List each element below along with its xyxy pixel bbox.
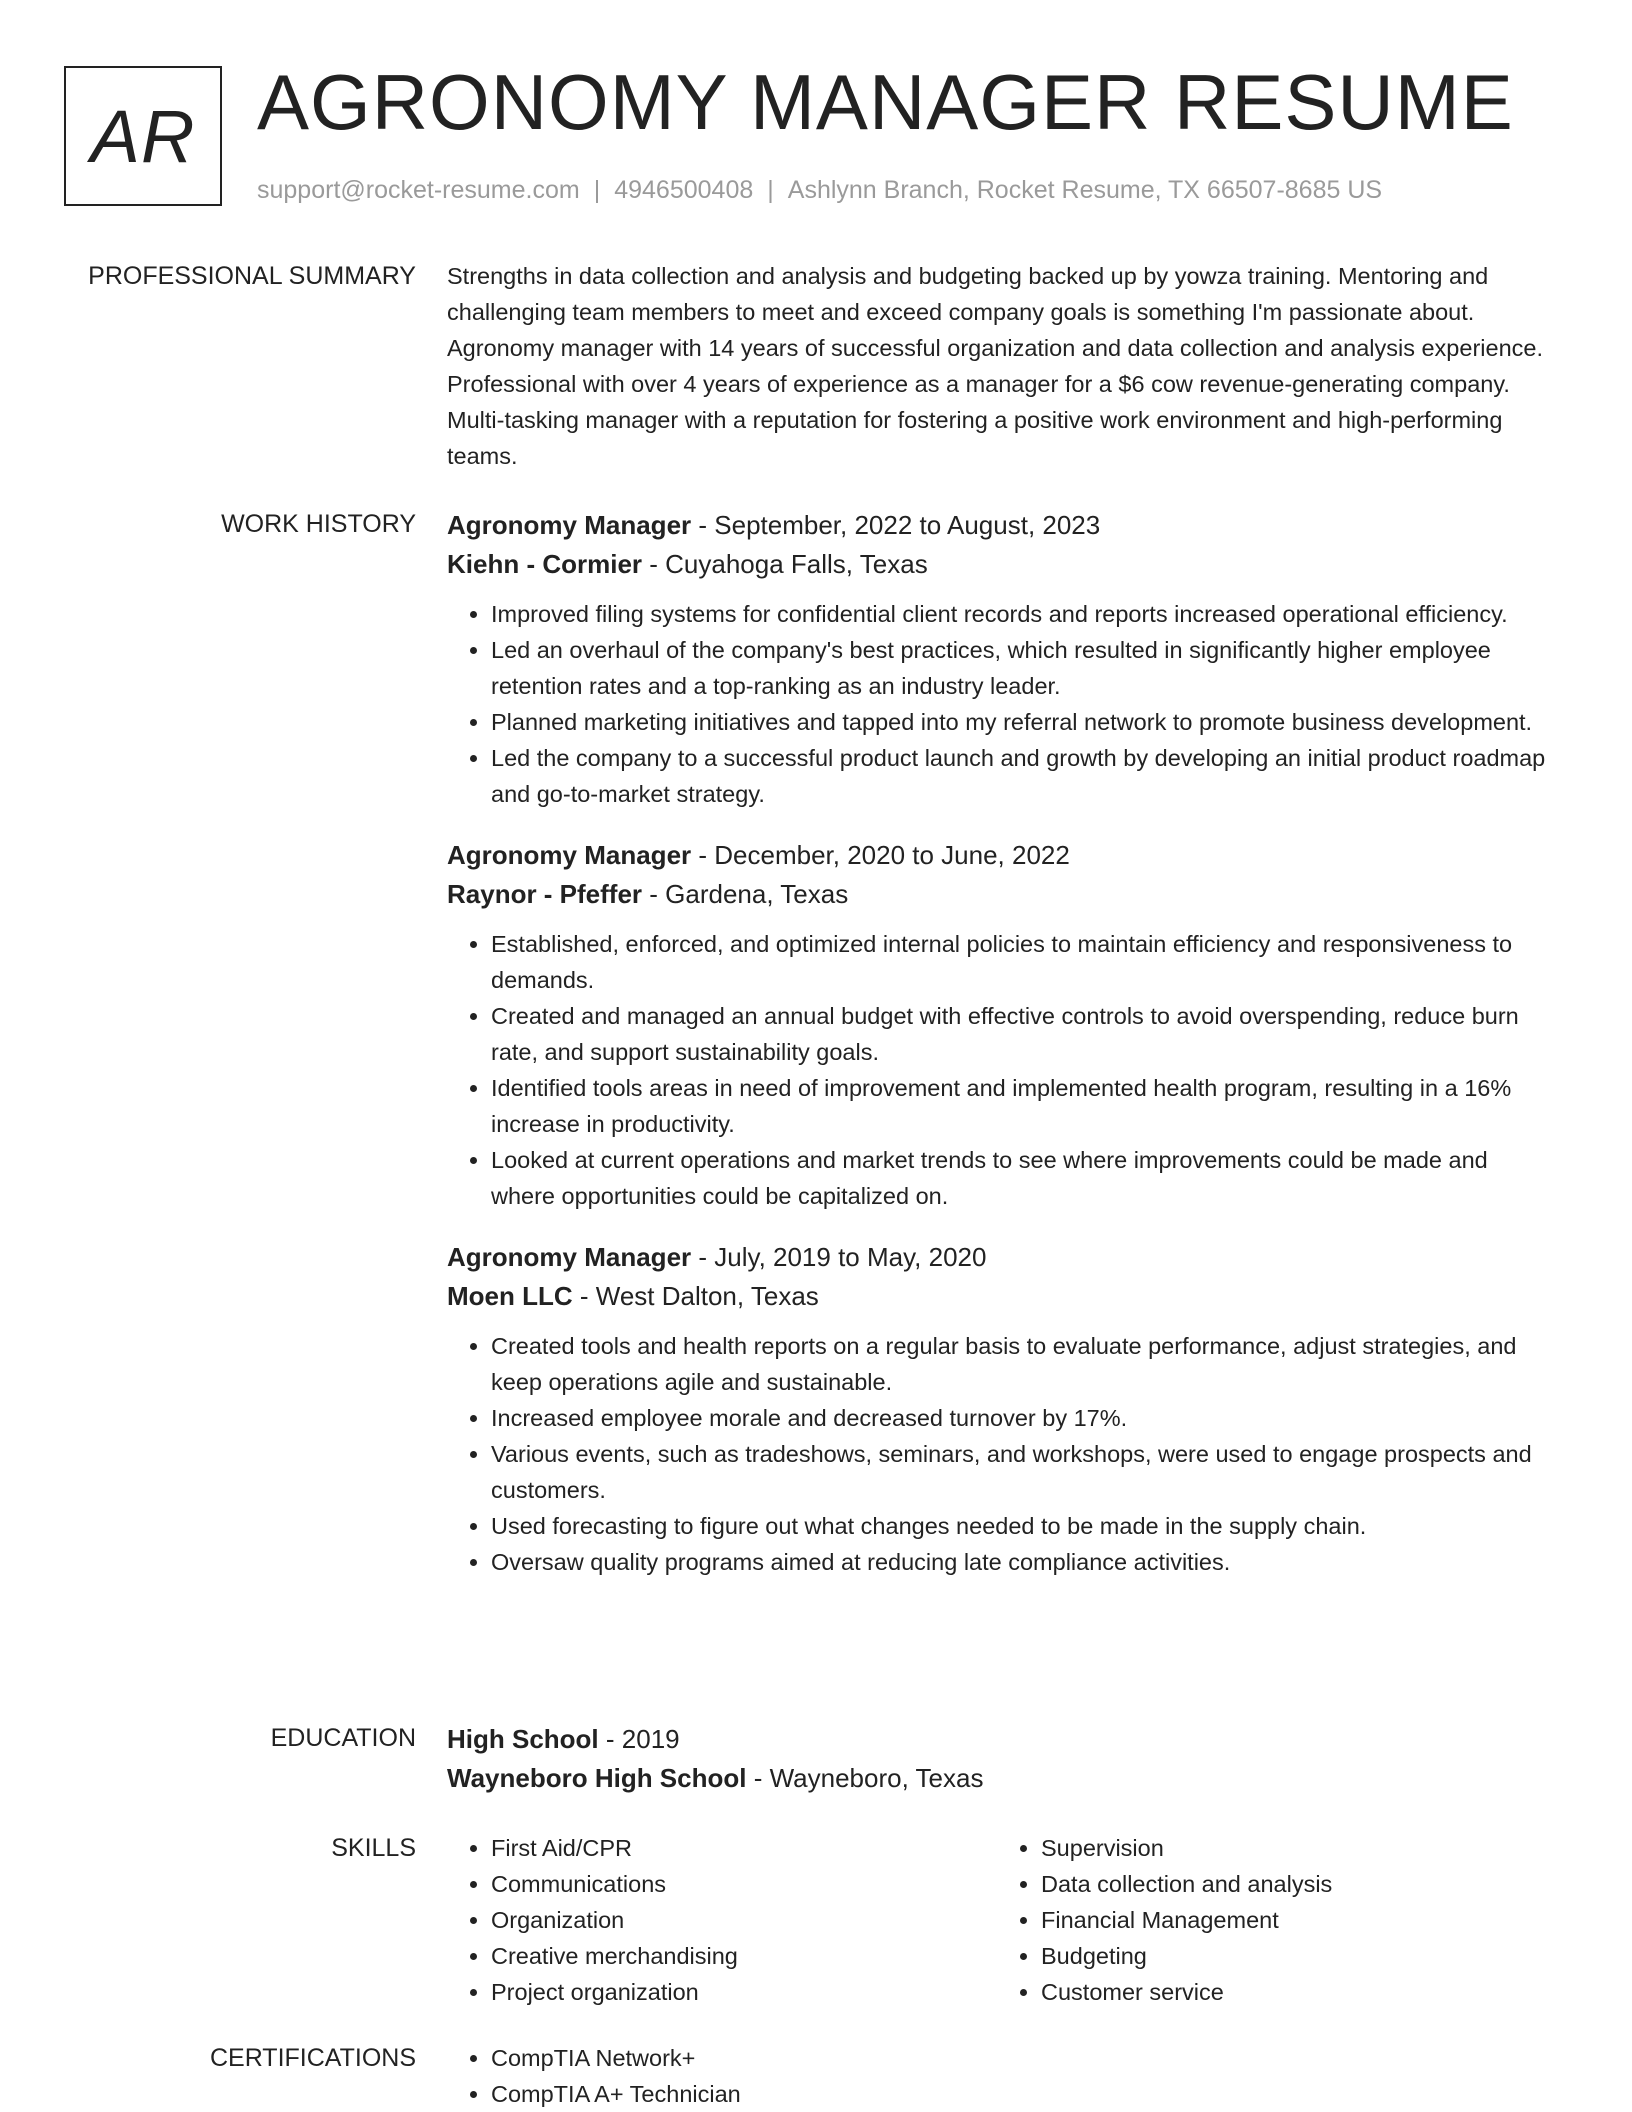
job-bullet: • Identified tools areas in need of improvement and implemented health program, resulting in a 16% increase in productivity. <box>491 1070 1557 1142</box>
job-company-line <box>447 875 1557 914</box>
job-dates: - July, 2019 to May, 2020 <box>691 1242 987 1272</box>
section-label-skills: SKILLS <box>331 1834 416 1862</box>
job-entry <box>447 506 1557 812</box>
job-bullets <box>447 926 1557 1214</box>
summary-text: Strengths in data collection and analysis and budgeting backed up by yowza training. Mentoring and challenging team members to meet and exceed company goals is something I'm passionate about. Agronomy manager with 14 years of successful organization and data collection and analysis experience. Professional with over 4 years of experience as a manager for a $6 cow revenue-generating company. Multi-tasking manager with a reputation for fostering a positive work environment and high-performing teams. <box>447 263 1543 469</box>
job-title-line <box>447 506 1557 545</box>
skill-item: • First Aid/CPR <box>491 1830 997 1866</box>
job-bullet: • Created tools and health reports on a regular basis to evaluate performance, adjust strategies, and keep operations agile and sustainable. <box>491 1328 1557 1400</box>
job-bullet: • Increased employee morale and decreased turnover by 17%. <box>491 1400 1557 1436</box>
skills-list-right <box>997 1830 1547 2010</box>
section-label-work-history: WORK HISTORY <box>221 510 416 538</box>
job-dates: - September, 2022 to August, 2023 <box>691 510 1101 540</box>
job-entry <box>447 836 1557 1214</box>
section-label-summary: PROFESSIONAL SUMMARY <box>88 262 416 290</box>
job-bullets <box>447 596 1557 812</box>
work-history-body <box>447 506 1557 1604</box>
certifications-list <box>447 2040 1557 2112</box>
job-company-line <box>447 545 1557 584</box>
summary-body <box>447 258 1557 474</box>
skill-item: • Supervision <box>1041 1830 1547 1866</box>
skills-list-left <box>447 1830 997 2010</box>
skill-item: • Communications <box>491 1866 997 1902</box>
job-title: Agronomy Manager <box>447 510 692 540</box>
skill-item: • Project organization <box>491 1974 997 2010</box>
education-school-line <box>447 1759 1557 1798</box>
job-company-line <box>447 1277 1557 1316</box>
education-degree: High School <box>447 1724 599 1754</box>
job-bullet: • Planned marketing initiatives and tapped into my referral network to promote business development. <box>491 704 1557 740</box>
job-location: - West Dalton, Texas <box>572 1281 819 1311</box>
job-bullet: • Various events, such as tradeshows, seminars, and workshops, were used to engage prospects and customers. <box>491 1436 1557 1508</box>
certification-item: • CompTIA Network+ <box>491 2040 1557 2076</box>
job-title-line <box>447 836 1557 875</box>
job-bullet: • Used forecasting to figure out what changes needed to be made in the supply chain. <box>491 1508 1557 1544</box>
education-degree-line <box>447 1720 1557 1759</box>
contact-address: Ashlynn Branch, Rocket Resume, TX 66507-8685 US <box>787 176 1383 204</box>
skill-item: • Data collection and analysis <box>1041 1866 1547 1902</box>
education-school: Wayneboro High School <box>447 1763 747 1793</box>
job-location: - Cuyahoga Falls, Texas <box>642 549 928 579</box>
job-company: Raynor - Pfeffer <box>447 879 643 909</box>
contact-email[interactable]: support@rocket-resume.com <box>257 176 580 204</box>
job-title-line <box>447 1238 1557 1277</box>
skill-item: • Organization <box>491 1902 997 1938</box>
job-bullet: • Led an overhaul of the company's best practices, which resulted in significantly higher employee retention rates and a top-ranking as an industry leader. <box>491 632 1557 704</box>
job-entry <box>447 1238 1557 1580</box>
job-title: Agronomy Manager <box>447 1242 692 1272</box>
skills-columns <box>447 1830 1557 2010</box>
certifications-body <box>447 2040 1557 2112</box>
contact-line <box>257 174 1382 207</box>
job-company: Moen LLC <box>447 1281 573 1311</box>
skills-body <box>447 1830 1557 2010</box>
section-label-certifications: CERTIFICATIONS <box>209 2044 416 2072</box>
job-bullet: • Established, enforced, and optimized internal policies to maintain efficiency and responsiveness to demands. <box>491 926 1557 998</box>
job-bullet: • Looked at current operations and market trends to see where improvements could be made and where opportunities could be capitalized on. <box>491 1142 1557 1214</box>
contact-separator: | <box>767 176 774 204</box>
job-bullet: • Led the company to a successful product launch and growth by developing an initial product roadmap and go-to-market strategy. <box>491 740 1557 812</box>
education-year: - 2019 <box>598 1724 680 1754</box>
job-bullet: • Created and managed an annual budget with effective controls to avoid overspending, reduce burn rate, and support sustainability goals. <box>491 998 1557 1070</box>
job-company: Kiehn - Cormier <box>447 549 643 579</box>
job-dates: - December, 2020 to June, 2022 <box>691 840 1070 870</box>
section-label-education: EDUCATION <box>270 1724 416 1752</box>
job-title: Agronomy Manager <box>447 840 692 870</box>
contact-separator: | <box>593 176 601 204</box>
skill-item: • Financial Management <box>1041 1902 1547 1938</box>
job-bullet: • Improved filing systems for confidential client records and reports increased operational efficiency. <box>491 596 1557 632</box>
contact-phone[interactable]: 4946500408 <box>614 176 754 204</box>
resume-title: AGRONOMY MANAGER RESUME <box>257 58 1514 146</box>
education-location: - Wayneboro, Texas <box>746 1763 984 1793</box>
skill-item: • Creative merchandising <box>491 1938 997 1974</box>
monogram-badge: AR <box>64 66 222 206</box>
education-body <box>447 1720 1557 1798</box>
job-bullet: • Oversaw quality programs aimed at reducing late compliance activities. <box>491 1544 1557 1580</box>
skill-item: • Budgeting <box>1041 1938 1547 1974</box>
job-bullets <box>447 1328 1557 1580</box>
certification-item: • CompTIA A+ Technician <box>491 2076 1557 2112</box>
skill-item: • Customer service <box>1041 1974 1547 2010</box>
job-location: - Gardena, Texas <box>642 879 849 909</box>
